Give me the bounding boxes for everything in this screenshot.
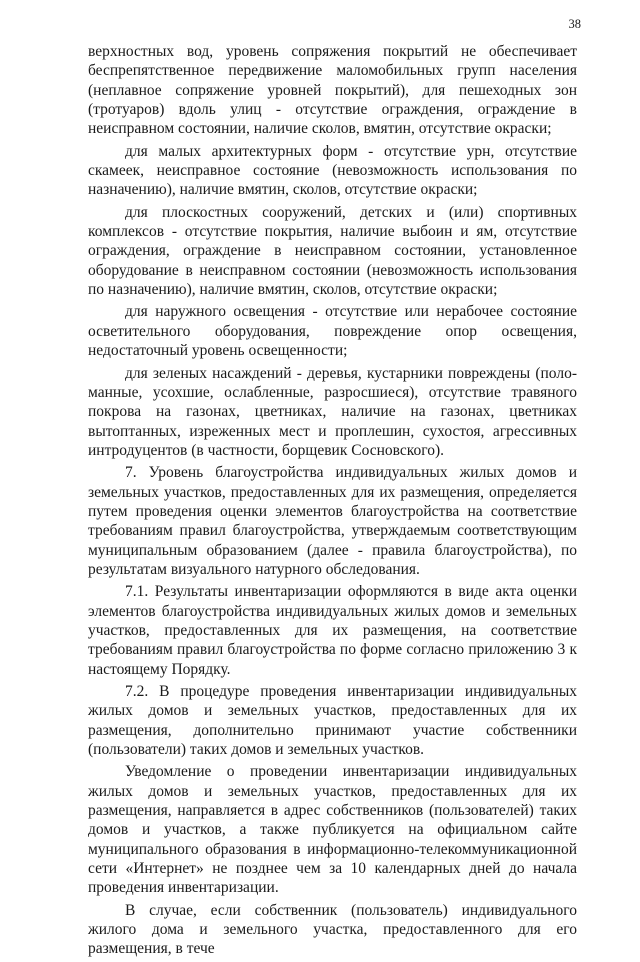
paragraph-item-7: 7. Уровень благоустройства индивидуальных жилых домов и земельных участков, предоставленных для их размещения, определяется путем проведения оценки элементов благоустройства на соответствие требованиям правил благоустройства, утверждаемым соответствующим муниципальным образованием (далее - правила благоустройства), по результатам визуального натурного обследования. <box>88 464 577 578</box>
paragraph-small-architectural-forms: для малых архитектурных форм - отсутствие урн, отсутствие скамеек, неисправное состояние (невозможность использования по назначению), наличие вмятин, сколов, отсутствие окраски; <box>88 142 577 199</box>
paragraph-playgrounds-sports: для плоскостных сооружений, детских и (или) спортивных комплексов - отсутствие покрытия, наличие выбоин и ям, отсутствие ограждения, ограждение в неисправном состоянии, установленное оборудование в неисправном состоянии (невозможность использования по назначению), наличие вмятин, сколов, отсутствие окраски; <box>88 203 577 299</box>
page-number: 38 <box>568 17 581 31</box>
paragraph-item-7-1: 7.1. Результаты инвентаризации оформляются в виде акта оценки элементов благоустройства индивидуальных жилых домов и земельных участков, предоставленных для их размещения, на соответствие требованиям правил благоустройства по форме согласно приложению 3 к настоящему Порядку. <box>88 583 577 678</box>
paragraph-surfaces-continuation: верхностных вод, уровень сопряжения покрытий не обеспечивает беспрепятственное передвижение маломобильных групп населения (неплавное сопряжение уровней покрытий), для пешеходных зон (тротуаров) вдоль улиц - отсутствие ограждения, ограждение в неисправном состоянии, наличие сколов, вмятин, отсутствие окраски; <box>88 43 577 138</box>
paragraph-notification: Уведомление о проведении инвентаризации индивидуальных жилых домов и земельных участков, предоставленных для их размещения, направляется в адрес собственников (пользователей) таких домов и участков, а также публикуется на официальном сайте муниципального образования в информационно-телекоммуникационной сети «Интернет» не позднее чем за 10 календарных дней до начала проведения инвентаризации. <box>88 763 577 897</box>
paragraph-outdoor-lighting: для наружного освещения - отсутствие или нерабочее состояние осветительного оборудования, повреждение опор освещения, недостаточный уровень освещенности; <box>88 303 577 360</box>
paragraph-owner-case: В случае, если собственник (пользователь) индивидуального жилого дома и земельного участка, предоставленного для его размещения, в тече <box>88 901 577 958</box>
paragraph-item-7-2: 7.2. В процедуре проведения инвентаризации индивидуальных жилых домов и земельных участков, предоставленных для их размещения, дополнительно принимают участие собственники (пользователи) таких домов и земельных участков. <box>88 683 577 759</box>
document-body <box>88 42 577 962</box>
paragraph-green-spaces: для зеленых насаждений - деревья, кустарники повреждены (поломанные, усохшие, ослабленные, разросшиеся), отсутствие травяного покрова на газонах, цветниках, наличие на газонах, цветниках вытоптанных, изреженных мест и проплешин, сухостоя, агрессивных интродуцентов (в частности, борщевик Сосновского). <box>88 364 577 459</box>
